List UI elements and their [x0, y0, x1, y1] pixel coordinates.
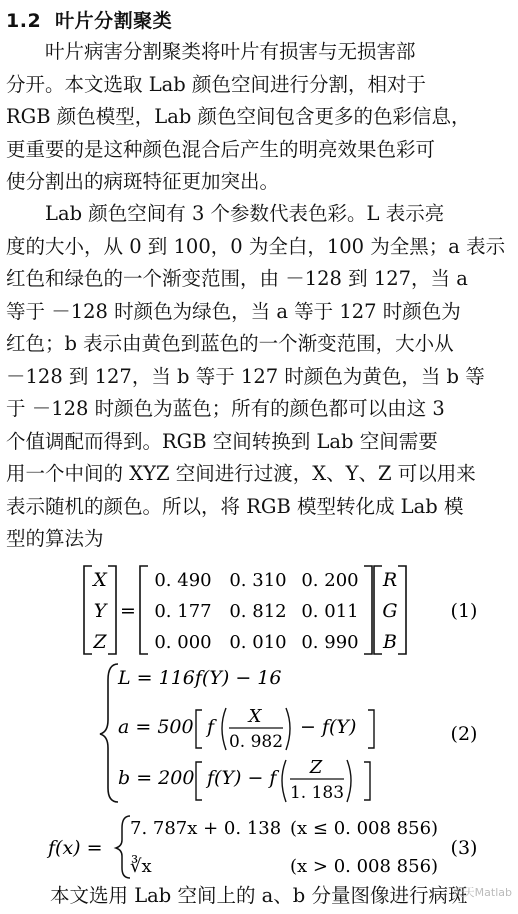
eq2-line2-prefix: a = 500	[118, 716, 194, 738]
bracket-left	[196, 710, 202, 748]
paragraph-2	[6, 198, 510, 556]
eq3-cond1: (x ≤ 0. 008 856)	[290, 818, 439, 839]
eq2-line3-prefix: b = 200	[118, 767, 195, 789]
eq3-cond2: (x > 0. 008 856)	[290, 856, 439, 877]
bracket-right	[368, 710, 374, 748]
text-line: 叶片病害分割聚类将叶片有损害与无损害部	[45, 40, 416, 63]
text-line: －128 到 127，当 b 等于 127 时颜色为黄色，当 b 等	[6, 364, 485, 388]
text-line: 度的大小，从 0 到 100，0 为全白，100 为全黑；a 表示	[6, 234, 506, 258]
paren-left	[222, 708, 226, 750]
equation-1	[0, 560, 518, 660]
func-f: f	[207, 716, 215, 738]
text-line: 使分割出的病斑特征更加突出。	[6, 170, 280, 193]
matrix-cell: 0. 177	[154, 601, 212, 622]
section-heading	[6, 6, 172, 33]
equation-3	[0, 810, 518, 882]
text-line: RGB 颜色模型，Lab 颜色空间包含更多的色彩信息，	[6, 105, 471, 128]
bracket-left	[140, 566, 148, 654]
fraction-numerator: Z	[309, 757, 323, 778]
text-line: Lab 颜色空间有 3 个参数代表色彩。L 表示亮	[45, 202, 445, 225]
watermark: 天天Matlab	[452, 886, 512, 899]
matrix-cell: 0. 310	[229, 570, 287, 591]
left-brace	[116, 816, 130, 878]
vector-y: Y	[93, 600, 107, 622]
eq3-case2: ∛x	[130, 856, 152, 877]
matrix-cell: 0. 990	[301, 632, 359, 653]
equals-sign: =	[120, 600, 136, 622]
bracket-left	[374, 566, 382, 654]
eq2-line3-middle: f(Y) − f	[207, 767, 277, 789]
matrix-cell: 0. 010	[229, 632, 287, 653]
left-brace	[100, 664, 118, 802]
paragraph-1	[6, 36, 510, 199]
text-line: 个值调配而得到。RGB 空间转换到 Lab 空间需要	[6, 429, 438, 453]
matrix-cell: 0. 490	[154, 570, 212, 591]
equation-number: (1)	[450, 600, 478, 622]
text-line: 红色和绿色的一个渐变范围，由 －128 到 127，当 a	[6, 267, 468, 290]
vector-b: B	[383, 631, 397, 653]
text-line: 表示随机的颜色。所以，将 RGB 模型转化成 Lab 模	[6, 494, 464, 518]
section-title: 叶片分割聚类	[55, 10, 173, 32]
eq2-line2-suffix: − f(Y)	[300, 716, 357, 738]
text-line: 型的算法为	[6, 527, 104, 550]
section-number: 1.2	[6, 10, 42, 32]
vector-g: G	[382, 600, 398, 622]
vector-z: Z	[93, 631, 107, 653]
text-line-partial: 本文选用 Lab 空间上的 a、b 分量图像进行病斑	[50, 884, 468, 907]
vector-x: X	[93, 569, 107, 591]
eq3-lhs: f(x) =	[48, 837, 103, 859]
bracket-left	[196, 762, 202, 800]
matrix-cell: 0. 000	[154, 632, 212, 653]
text-line: 用一个中间的 XYZ 空间进行过渡，X、Y、Z 可以用来	[6, 462, 476, 485]
text-line: 于 －128 时颜色为蓝色；所有的颜色都可以由这 3	[6, 397, 445, 420]
text-line: 分开。本文选取 Lab 颜色空间进行分割，相对于	[6, 72, 426, 96]
text-line: 红色；b 表示由黄色到蓝色的一个渐变范围，大小从	[6, 332, 454, 355]
equation-2	[0, 660, 518, 806]
bracket-right	[364, 566, 372, 654]
matrix-cell: 0. 200	[301, 570, 359, 591]
bracket-right	[364, 762, 370, 800]
bracket-right	[398, 566, 406, 654]
paren-right	[347, 760, 351, 802]
equation-number: (2)	[450, 723, 478, 745]
eq2-line1: L = 116f(Y) − 16	[118, 667, 282, 689]
paren-right	[286, 708, 290, 750]
fraction-denominator: 0. 982	[228, 732, 284, 752]
fraction-denominator: 1. 183	[289, 783, 345, 803]
fraction-numerator: X	[248, 706, 262, 727]
text-line: 等于 －128 时颜色为绿色，当 a 等于 127 时颜色为	[6, 299, 461, 323]
paren-left	[282, 760, 286, 802]
matrix-cell: 0. 812	[229, 601, 287, 622]
bracket-right	[108, 566, 116, 654]
matrix-cell: 0. 011	[301, 601, 359, 622]
eq3-case1: 7. 787x + 0. 138	[130, 818, 282, 839]
bracket-left	[84, 566, 92, 654]
equation-number: (3)	[450, 837, 478, 859]
text-line: 更重要的是这种颜色混合后产生的明亮效果色彩可	[6, 137, 436, 161]
vector-r: R	[382, 569, 398, 591]
